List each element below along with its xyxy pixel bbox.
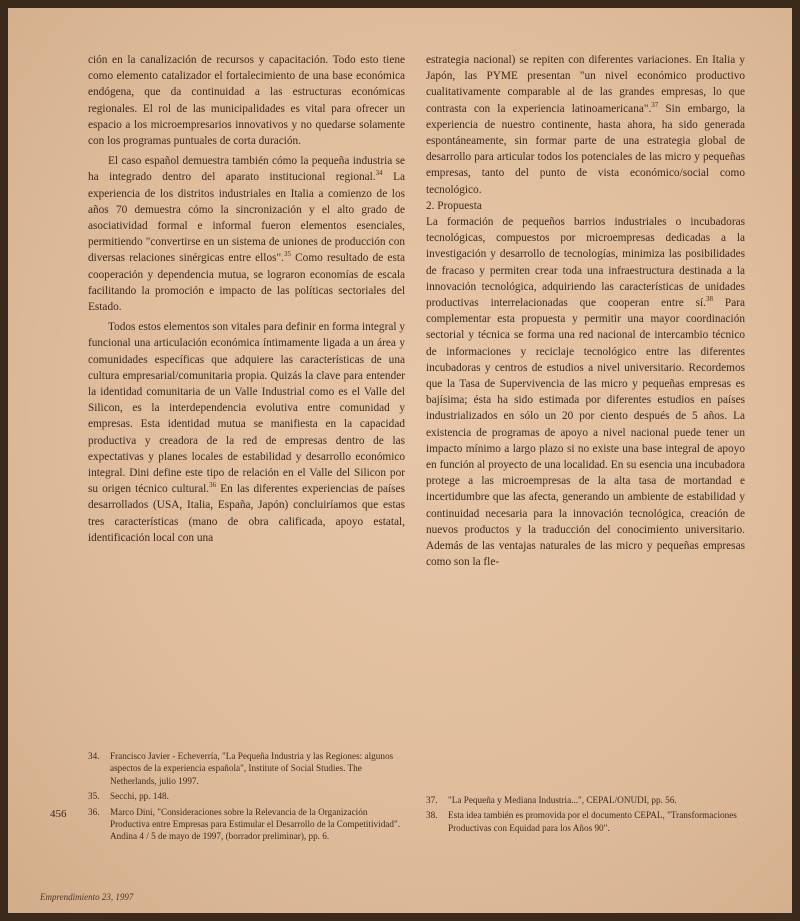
footnote-ref: 37 [651,100,659,109]
paragraph-text: La formación de pequeños barrios industriales o incubadoras tecnológicas, compuestos por microempresas dedicadas a la investigación y desarrollo de tecnologías, minimiza las posibilidades de fracaso y permiten crear toda una infraestructura destinada a la innovación tecnológica, adquiriendo las características de unidades productivas interrelacionadas que cooperan entre sí. [426,216,745,310]
paragraph-text: La experiencia de los distritos industriales en Italia a comienzo de los años 70 demuestra cómo la sincronización y el alto grado de asociatividad formal e informal fueron elementos esenciales, permitiendo "convertirse en un sistema de uniones de producción con diversas relaciones sinérgicas entre ellos". [88,171,405,265]
paragraph [426,52,745,198]
journal-footer: Emprendimiento 23, 1997 [40,892,134,902]
footnote [88,790,406,802]
footnote-ref: 38 [706,295,714,304]
paragraph-text: En las diferentes experiencias de países desarrollados (USA, Italia, España, Japón) concluiríamos que estas tres características (mano de obra calificada, apoyo estatal, identificación local con una [88,483,405,544]
paragraph [88,153,405,315]
footnotes-right [426,794,744,837]
footnotes-left [88,750,406,846]
paragraph-text: Como resultado de esta cooperación y dependencia mutua, se lograron economías de escala facilitando la promoción e impacto de las políticas sectoriales del Estado. [88,252,405,314]
footnote-text: Secchi, pp. 148. [110,791,169,802]
paragraph-text: Sin embargo, la experiencia de nuestro continente, hasta ahora, ha sido generada espontáneamente, sin formar parte de una estrategia global de desarrollo para articular todos los potenciales de las micro y pequeñas empresas, tanto del punto de vista económico/social como tecnológico. [426,102,745,196]
footnote-number: 38. [426,810,438,821]
footnote-number: 36. [88,806,100,817]
footnote-ref: 36 [209,481,217,490]
footnote [88,806,406,843]
footnote [426,794,744,806]
footnote [426,809,744,834]
paragraph-text: Para complementar esta propuesta y permitir una mayor coordinación sectorial y técnica se forma una red nacional de intercambio técnico de informaciones y reciclaje tecnológico entre las diferentes incubadoras y centros de estudios a nivel universitario. Recordemos que la Tasa de Supervivencia de las micro y pequeñas empresas es bajísima; ésta ha sido estimada por diferentes estudios en países industrializados en sólo un 20 por ciento después de 5 años. La existencia de programas de apoyo a nivel nacional puede tener un impacto mínimo a largo plazo si no existe una base integral de apoyo en función al proyecto de una localidad. En su esencia una incubadora protege a las microempresas de la alta tasa de mortandad e incertidumbre que las afecta, generando un ambiente de estabilidad y continuidad necesaria para la innovación tecnológica, creación de nuevos productos y la traducción del conocimiento universitario. Además de las ventajas naturales de las micro y pequeñas empresas como son la fle- [426,297,745,569]
paragraph-text: Todos estos elementos son vitales para definir en forma integral y funcional una articulación económica íntimamente ligada a un área y comunidades específicas que adquiere las características de una cultura empresarial/comunitaria propia. Quizás la clave para entender la identidad comunitaria de un Valle Industrial como es el Valle del Silicon, es la interdependencia evolutiva entre comunidad y empresas. Esta identidad mutua se manifiesta en la capacidad productiva y creadora de la red de empresas dentro de las expectativas y planes locales de estabilidad y desarrollo económico integral. Dini define este tipo de relación en el Valle del Silicon por su origen técnico cultural. [88,321,405,496]
paragraph-text: estrategia nacional) se repiten con diferentes variaciones. En Italia y Japón, las PYME presentan "un nivel económico productivo cualitativamente comparable al de las grandes empresas, lo que contrasta con la experiencia latinoamericana". [426,54,745,115]
footnote-text: Francisco Javier - Echeverría, "La Pequeña Industria y las Regiones: algunos aspectos de la experiencia española", Institute of Social Studies. The Netherlands, julio 1997. [110,751,394,786]
paragraph [88,319,405,546]
section-heading: 2. Propuesta [426,199,482,212]
paragraph [426,214,745,570]
footnote-number: 37. [426,795,438,805]
paragraph: ción en la canalización de recursos y capacitación. Todo esto tiene como elemento catalizador el fortalecimiento de una base económica endógena, que da continuidad a las estructuras económicas regionales. El rol de las municipalidades es vital para ofrecer un espacio a los microempresarios innovativos y no quedarse solamente con los programas puntuales de corta duración. [88,54,405,148]
footnote-ref: 34 [375,169,383,178]
footnote [88,750,406,787]
footnote-ref: 35 [283,250,291,259]
footnote-number: 34. [88,751,100,761]
footnote-text: "La Pequeña y Mediana Industria...", CEPAL/ONUDI, pp. 56. [448,795,677,805]
footnote-text: Marco Dini, "Consideraciones sobre la Relevancia de la Organización Productiva entre Empresas para Estimular el Desarrollo de la Competitividad". Andina 4 / 5 de mayo de 1997, (borrador preliminar), pp. 6. [110,806,401,842]
footnote-number: 35. [88,791,100,802]
footnote-text: Esta idea también es promovida por el documento CEPAL, "Transformaciones Productivas con Equidad para los Años 90". [448,810,737,833]
page-number: 456 [50,808,67,820]
paragraph-text: El caso español demuestra también cómo la pequeña industria se ha integrado dentro del aparato institucional regional. [88,155,405,184]
right-text-column [426,52,745,571]
document-page [8,8,792,913]
left-text-column [88,52,405,546]
